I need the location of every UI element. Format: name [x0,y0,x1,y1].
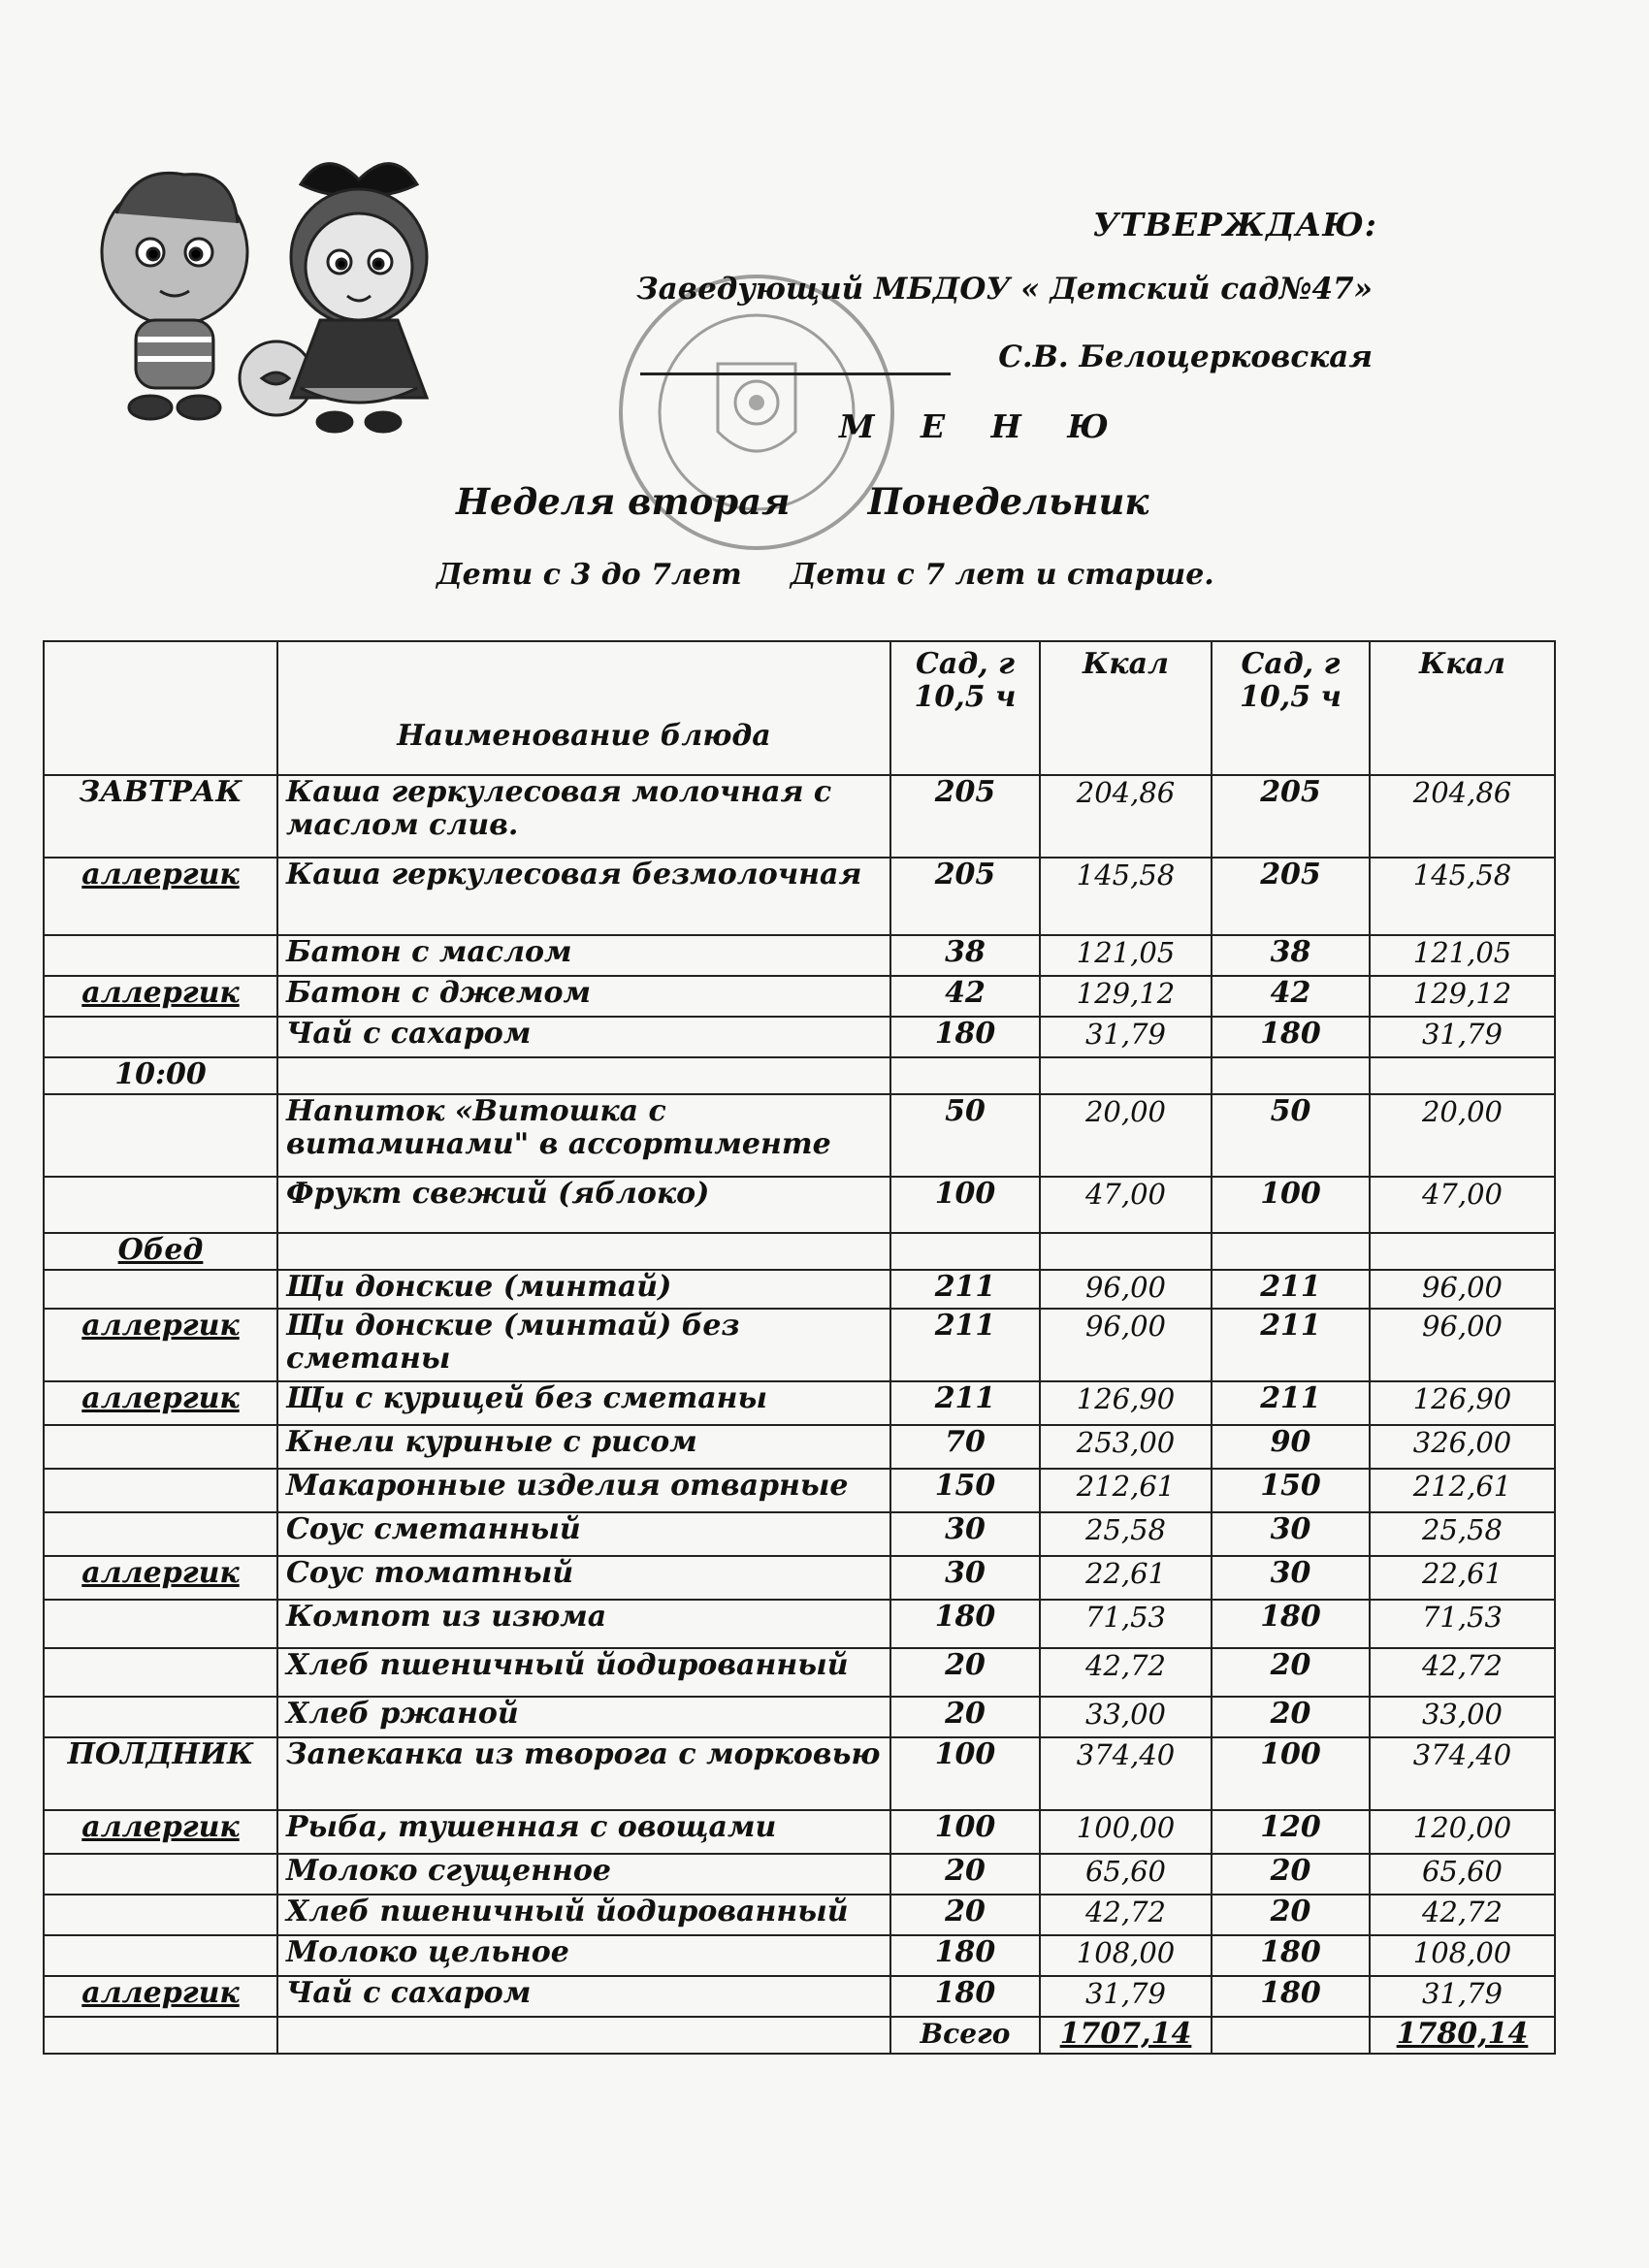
row-grams-2: 211 [1212,1309,1370,1381]
head-title: Заведующий МБДОУ « Детский сад№47» [636,272,1373,307]
row-kcal-2: 25,58 [1370,1512,1555,1556]
row-kcal-1: 212,61 [1040,1469,1212,1512]
boy-figure [102,173,247,419]
row-grams-2: 120 [1212,1810,1370,1854]
col-section [44,641,277,775]
row-section: аллергик [44,1381,277,1425]
signer-name: С.В. Белоцерковская [998,340,1373,374]
table-row [44,1270,1555,1309]
age-groups [436,558,1214,592]
row-grams-2 [1212,1057,1370,1094]
table-row [44,775,1555,858]
row-kcal-2: 374,40 [1370,1737,1555,1810]
row-section [44,1854,277,1895]
row-kcal-1: 126,90 [1040,1381,1212,1425]
row-grams-1: 205 [890,775,1040,858]
row-dish: Батон с джемом [277,976,890,1017]
row-dish: Фрукт свежий (яблоко) [277,1177,890,1233]
row-section [44,1425,277,1469]
row-kcal-1: 129,12 [1040,976,1212,1017]
row-kcal-1: 65,60 [1040,1854,1212,1895]
row-kcal-1: 47,00 [1040,1177,1212,1233]
row-grams-1: 38 [890,935,1040,976]
row-dish: Батон с маслом [277,935,890,976]
row-kcal-2: 31,79 [1370,1976,1555,2017]
row-grams-1: 205 [890,858,1040,935]
group-younger: Дети с 3 до 7лет [436,558,742,592]
children-clipart [68,146,495,437]
row-kcal-2: 120,00 [1370,1810,1555,1854]
row-kcal-1: 100,00 [1040,1810,1212,1854]
row-kcal-1: 31,79 [1040,1017,1212,1057]
row-grams-2: 180 [1212,1976,1370,2017]
row-section: ЗАВТРАК [44,775,277,858]
week-label: Неделя вторая [456,480,791,523]
row-kcal-2: 204,86 [1370,775,1555,858]
row-kcal-2: 65,60 [1370,1854,1555,1895]
row-dish: Щи донские (минтай) [277,1270,890,1309]
table-row [44,1057,1555,1094]
row-grams-1: 30 [890,1512,1040,1556]
row-kcal-1: 145,58 [1040,858,1212,935]
row-kcal-1: 204,86 [1040,775,1212,858]
row-kcal-2: 96,00 [1370,1309,1555,1381]
row-grams-1: 100 [890,1810,1040,1854]
row-dish: Соус томатный [277,1556,890,1600]
row-dish: Хлеб ржаной [277,1697,890,1737]
row-section: аллергик [44,858,277,935]
row-grams-1: 20 [890,1697,1040,1737]
row-kcal-2: 121,05 [1370,935,1555,976]
table-header-row [44,641,1555,775]
row-grams-2: 211 [1212,1381,1370,1425]
row-dish: Щи с курицей без сметаны [277,1381,890,1425]
row-grams-1: 150 [890,1469,1040,1512]
row-section: 10:00 [44,1057,277,1094]
row-kcal-2: 126,90 [1370,1381,1555,1425]
row-kcal-1: 42,72 [1040,1895,1212,1935]
row-section [44,1600,277,1648]
row-grams-2: 38 [1212,935,1370,976]
row-kcal-2 [1370,1233,1555,1270]
table-row [44,1512,1555,1556]
col-grams-1: Сад, г 10,5 ч [890,641,1040,775]
menu-table [43,640,1556,2055]
day-label: Понедельник [867,480,1149,523]
table-row [44,858,1555,935]
row-grams-2: 150 [1212,1469,1370,1512]
row-grams-1: 20 [890,1854,1040,1895]
table-row [44,1600,1555,1648]
row-grams-1: 180 [890,1017,1040,1057]
total-empty-3 [1212,2017,1370,2054]
col-kcal-1: Ккал [1040,641,1212,775]
row-dish [277,1233,890,1270]
approval-heading: УТВЕРЖДАЮ: [1092,206,1377,243]
row-grams-1: 20 [890,1648,1040,1697]
row-kcal-2: 212,61 [1370,1469,1555,1512]
row-kcal-2: 96,00 [1370,1270,1555,1309]
row-kcal-1: 108,00 [1040,1935,1212,1976]
row-grams-2: 20 [1212,1854,1370,1895]
table-row [44,1648,1555,1697]
row-section: аллергик [44,1976,277,2017]
row-section: аллергик [44,1810,277,1854]
row-kcal-2: 42,72 [1370,1895,1555,1935]
girl-figure [291,164,427,432]
table-row [44,1935,1555,1976]
row-grams-1: 211 [890,1309,1040,1381]
menu-title: М Е Н Ю [839,407,1126,445]
row-kcal-2: 33,00 [1370,1697,1555,1737]
row-grams-2: 180 [1212,1017,1370,1057]
row-section [44,1469,277,1512]
row-kcal-2 [1370,1057,1555,1094]
row-grams-1: 50 [890,1094,1040,1177]
row-kcal-1: 96,00 [1040,1309,1212,1381]
row-section: аллергик [44,1309,277,1381]
row-grams-1: 180 [890,1976,1040,2017]
row-grams-1: 20 [890,1895,1040,1935]
table-row [44,1017,1555,1057]
total-kcal-1: 1707,14 [1040,2017,1212,2054]
row-dish: Кнели куриные с рисом [277,1425,890,1469]
group-older: Дети с 7 лет и старше. [790,558,1214,592]
row-kcal-1: 22,61 [1040,1556,1212,1600]
row-kcal-1: 253,00 [1040,1425,1212,1469]
row-kcal-2: 20,00 [1370,1094,1555,1177]
table-row [44,1233,1555,1270]
row-section: ПОЛДНИК [44,1737,277,1810]
row-grams-2: 100 [1212,1177,1370,1233]
row-grams-1 [890,1233,1040,1270]
row-dish: Чай с сахаром [277,1017,890,1057]
row-grams-1: 42 [890,976,1040,1017]
row-grams-2 [1212,1233,1370,1270]
row-grams-2: 20 [1212,1648,1370,1697]
row-kcal-1: 96,00 [1040,1270,1212,1309]
table-row [44,1854,1555,1895]
row-grams-2: 211 [1212,1270,1370,1309]
row-dish: Напиток «Витошка с витаминами" в ассортименте [277,1094,890,1177]
row-dish: Каша геркулесовая безмолочная [277,858,890,935]
row-dish: Хлеб пшеничный йодированный [277,1895,890,1935]
row-grams-1: 180 [890,1600,1040,1648]
row-section [44,935,277,976]
row-section: аллергик [44,1556,277,1600]
row-grams-2: 100 [1212,1737,1370,1810]
row-dish: Соус сметанный [277,1512,890,1556]
row-grams-1: 70 [890,1425,1040,1469]
table-row [44,1556,1555,1600]
row-kcal-2: 326,00 [1370,1425,1555,1469]
row-kcal-1: 42,72 [1040,1648,1212,1697]
row-dish: Молоко сгущенное [277,1854,890,1895]
row-section [44,1648,277,1697]
row-dish: Хлеб пшеничный йодированный [277,1648,890,1697]
row-section [44,1270,277,1309]
row-grams-2: 205 [1212,775,1370,858]
row-section [44,1177,277,1233]
row-kcal-1: 31,79 [1040,1976,1212,2017]
row-grams-2: 205 [1212,858,1370,935]
row-kcal-2: 22,61 [1370,1556,1555,1600]
table-row [44,935,1555,976]
row-dish [277,1057,890,1094]
row-grams-1: 211 [890,1381,1040,1425]
row-grams-2: 180 [1212,1935,1370,1976]
signature-line [640,373,951,375]
row-grams-2: 30 [1212,1512,1370,1556]
row-section: Обед [44,1233,277,1270]
row-section [44,1512,277,1556]
row-grams-2: 20 [1212,1895,1370,1935]
row-dish: Запеканка из творога с морковью [277,1737,890,1810]
row-kcal-2: 129,12 [1370,976,1555,1017]
row-kcal-2: 145,58 [1370,858,1555,935]
table-row [44,1177,1555,1233]
row-kcal-1: 25,58 [1040,1512,1212,1556]
row-section [44,1895,277,1935]
row-dish: Молоко цельное [277,1935,890,1976]
row-kcal-2: 31,79 [1370,1017,1555,1057]
table-row [44,1381,1555,1425]
week-day-heading [456,480,1148,523]
table-row [44,1309,1555,1381]
row-kcal-1: 71,53 [1040,1600,1212,1648]
table-row [44,1810,1555,1854]
row-grams-2: 50 [1212,1094,1370,1177]
row-kcal-2: 42,72 [1370,1648,1555,1697]
row-kcal-1: 33,00 [1040,1697,1212,1737]
row-section [44,1935,277,1976]
table-row [44,976,1555,1017]
table-row [44,1976,1555,2017]
row-grams-1: 180 [890,1935,1040,1976]
row-dish: Компот из изюма [277,1600,890,1648]
row-grams-1: 100 [890,1177,1040,1233]
row-kcal-1 [1040,1057,1212,1094]
row-grams-2: 42 [1212,976,1370,1017]
row-kcal-1: 20,00 [1040,1094,1212,1177]
row-grams-1: 211 [890,1270,1040,1309]
row-section [44,1697,277,1737]
table-row [44,1094,1555,1177]
col-grams-2: Сад, г 10,5 ч [1212,641,1370,775]
table-row [44,1895,1555,1935]
row-grams-1: 100 [890,1737,1040,1810]
row-kcal-2: 71,53 [1370,1600,1555,1648]
row-kcal-2: 47,00 [1370,1177,1555,1233]
row-grams-1 [890,1057,1040,1094]
row-grams-2: 30 [1212,1556,1370,1600]
col-kcal-2: Ккал [1370,641,1555,775]
row-dish: Рыба, тушенная с овощами [277,1810,890,1854]
row-dish: Макаронные изделия отварные [277,1469,890,1512]
row-grams-2: 180 [1212,1600,1370,1648]
total-kcal-2: 1780,14 [1370,2017,1555,2054]
row-section [44,1017,277,1057]
row-section: аллергик [44,976,277,1017]
total-empty-1 [44,2017,277,2054]
row-kcal-1: 121,05 [1040,935,1212,976]
row-kcal-2: 108,00 [1370,1935,1555,1976]
table-row [44,1737,1555,1810]
row-grams-2: 90 [1212,1425,1370,1469]
table-row [44,1425,1555,1469]
total-empty-2 [277,2017,890,2054]
col-dish-name: Наименование блюда [277,641,890,775]
total-label: Всего [890,2017,1040,2054]
row-dish: Щи донские (минтай) без сметаны [277,1309,890,1381]
total-row [44,2017,1555,2054]
row-grams-2: 20 [1212,1697,1370,1737]
table-row [44,1697,1555,1737]
row-kcal-1 [1040,1233,1212,1270]
row-dish: Чай с сахаром [277,1976,890,2017]
row-kcal-1: 374,40 [1040,1737,1212,1810]
row-dish: Каша геркулесовая молочная с маслом слив. [277,775,890,858]
row-section [44,1094,277,1177]
table-row [44,1469,1555,1512]
row-grams-1: 30 [890,1556,1040,1600]
